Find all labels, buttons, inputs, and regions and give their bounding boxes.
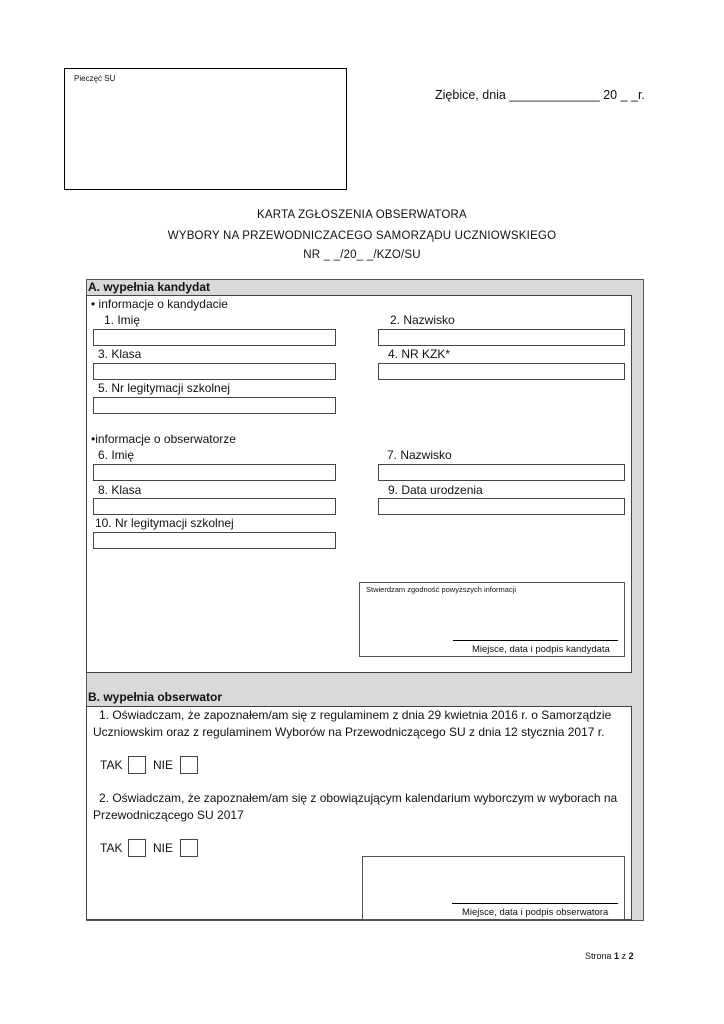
signature-line <box>452 903 618 904</box>
statement-2: 2. Oświadczam, że zapoznałem/am się z obowiązującym kalendarium wyborczym w wyborach na Przewodniczącego SU 2017 <box>93 791 618 822</box>
bullet-icon: • <box>91 432 96 446</box>
no-checkbox-1[interactable] <box>180 756 198 774</box>
form-subtitle: WYBORY NA PRZEWODNICZACEGO SAMORZĄDU UCZNIOWSKIEGO <box>167 230 557 242</box>
label-birth-date: 9. Data urodzenia <box>388 483 483 497</box>
observer-signature-caption: Miejsce, data i podpis obserwatora <box>462 907 609 918</box>
no-checkbox-2[interactable] <box>180 839 198 857</box>
candidate-class-field[interactable] <box>93 363 336 380</box>
place-date-line: Ziębice, dnia _____________ 20 _ _r. <box>435 88 645 102</box>
label-first-name: 1. Imię <box>104 313 141 327</box>
observer-school-id-field[interactable] <box>93 532 336 549</box>
label-observer-class: 8. Klasa <box>98 483 142 497</box>
observer-first-name-field[interactable] <box>93 464 336 481</box>
page-footer: Strona 1 z 2 <box>585 951 634 961</box>
candidate-info-heading: • informacje o kandydacie <box>91 297 228 311</box>
label-school-id: 5. Nr legitymacji szkolnej <box>98 381 231 395</box>
section-a-title: A. wypełnia kandydat <box>88 280 211 294</box>
section-b-title: B. wypełnia obserwator <box>88 690 223 704</box>
stamp-label: Pieczęć SU <box>74 74 116 83</box>
candidate-kzk-field[interactable] <box>378 363 625 380</box>
candidate-first-name-field[interactable] <box>93 329 336 346</box>
yes-label-1: TAK <box>100 758 123 772</box>
candidate-last-name-field[interactable] <box>378 329 625 346</box>
current-page: 1 <box>614 951 620 961</box>
stamp-box <box>64 68 347 190</box>
yes-label-2: TAK <box>100 841 123 855</box>
form-number: NR _ _/20_ _/KZO/SU <box>303 249 421 261</box>
bullet-icon: • <box>91 297 96 311</box>
observer-last-name-field[interactable] <box>378 464 625 481</box>
statement-1: 1. Oświadczam, że zapoznałem/am się z regulaminem z dnia 29 kwietnia 2016 r. o Samorządzie Uczniowskim oraz z regulaminem Wyborów na Przewodniczącego SU z dnia 12 stycznia 2017 r. <box>93 708 612 739</box>
label-observer-school-id: 10. Nr legitymacji szkolnej <box>95 516 234 530</box>
no-label-1: NIE <box>153 758 174 772</box>
label-kzk-number: 4. NR KZK* <box>388 347 451 361</box>
label-last-name: 2. Nazwisko <box>390 313 455 327</box>
no-label-2: NIE <box>153 841 174 855</box>
observer-class-field[interactable] <box>93 498 336 515</box>
total-pages: 2 <box>628 951 634 961</box>
label-observer-last-name: 7. Nazwisko <box>387 448 452 462</box>
signature-line <box>453 640 618 641</box>
observer-info-heading: •informacje o obserwatorze <box>91 432 236 446</box>
form-title: KARTA ZGŁOSZENIA OBSERWATORA <box>257 209 467 221</box>
candidate-signature-caption: Miejsce, data i podpis kandydata <box>472 644 610 655</box>
yes-checkbox-2[interactable] <box>128 839 146 857</box>
label-class: 3. Klasa <box>98 347 142 361</box>
yes-checkbox-1[interactable] <box>128 756 146 774</box>
candidate-school-id-field[interactable] <box>93 397 336 414</box>
confirm-text: Stwierdzam zgodność powyższych informacji <box>366 585 517 594</box>
label-observer-first-name: 6. Imię <box>98 448 135 462</box>
observer-birth-date-field[interactable] <box>378 498 625 515</box>
